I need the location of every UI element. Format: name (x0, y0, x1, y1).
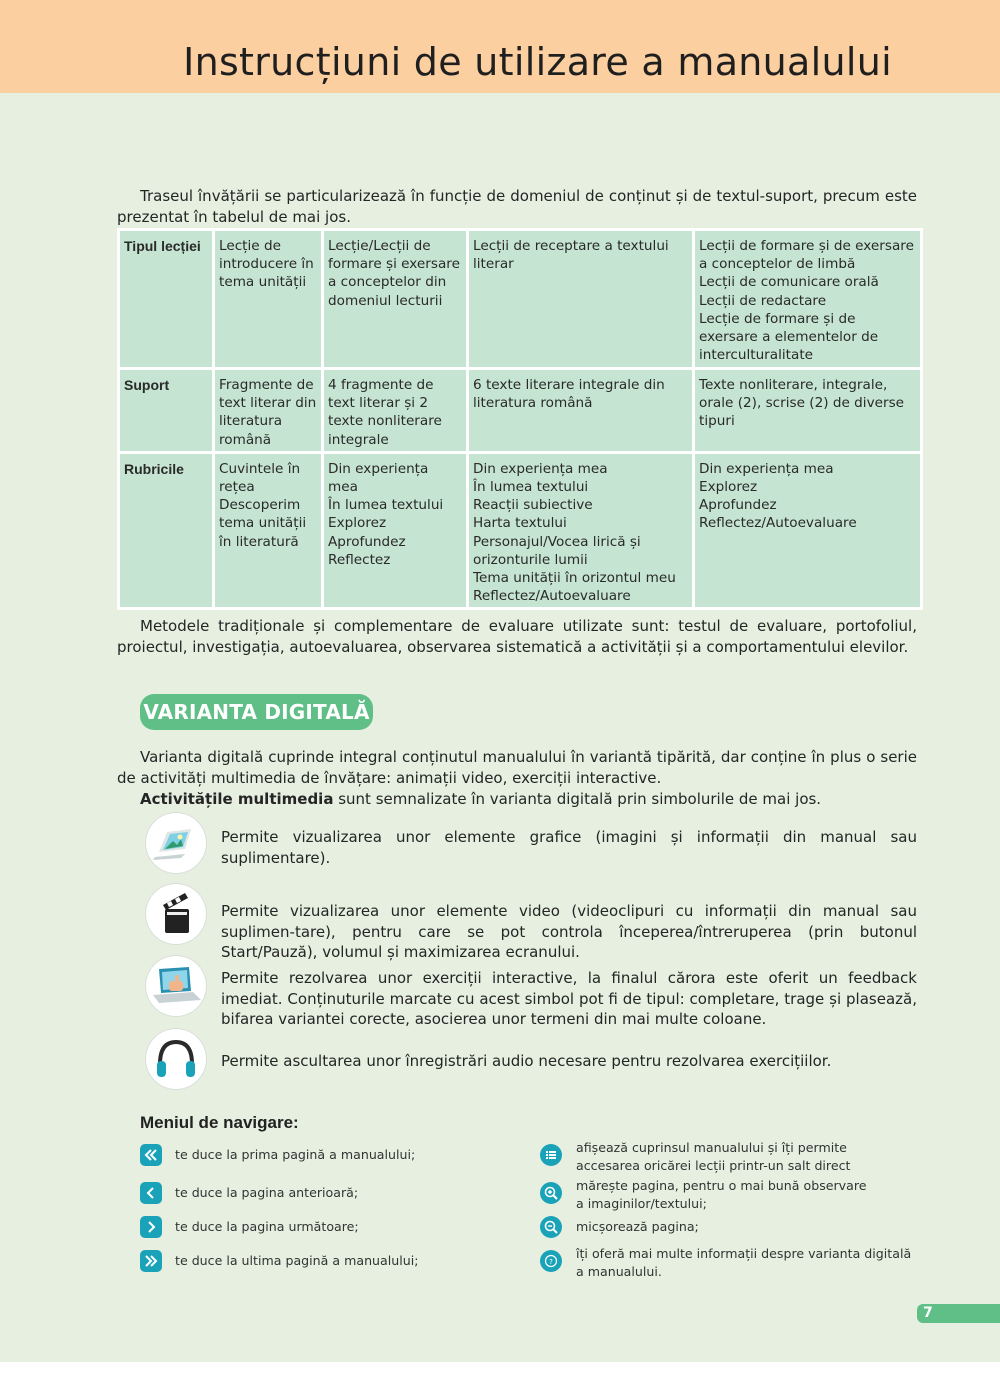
nav-label: te duce la ultima pagină a manualului; (175, 1253, 419, 1268)
table-row (120, 370, 920, 451)
row-header: Suport (120, 370, 212, 451)
digital-paragraph: Varianta digitală cuprinde integral conținutul manualului în variantă tipărită, dar conține în plus o serie de activități multimedia de învățare: animații video, exerciții interactive. (117, 748, 917, 787)
nav-label: îți oferă mai multe informații despre varianta digitală a manualului. (576, 1246, 912, 1279)
table-cell: Cuvintele în rețea Descoperim tema unității în literatură (215, 454, 321, 608)
nav-label: micșorează pagina; (576, 1219, 699, 1234)
info-icon[interactable] (540, 1250, 562, 1272)
navigation-title: Meniul de navigare: (140, 1113, 299, 1132)
table-cell: Texte nonliterare, integrale, orale (2), scrise (2) de diverse tipuri (695, 370, 920, 451)
interactive-laptop-icon[interactable] (145, 955, 207, 1017)
last-page-icon[interactable] (140, 1250, 162, 1272)
methods-paragraph (117, 616, 917, 657)
table-row (120, 454, 920, 608)
multimedia-text: Permite vizualizarea unor elemente video (videoclipuri cu informații din manual sau suplimen-tare), pentru care se pot controla începerea/întreruperea (prin butonul Start/Pauză), volumul și maximizarea ecranului. (221, 902, 917, 961)
multimedia-text: Permite ascultarea unor înregistrări audio necesare pentru rezolvarea exercițiilor. (221, 1052, 832, 1070)
nav-label: te duce la prima pagină a manualului; (175, 1147, 416, 1162)
table-cell: Lecții de formare și de exersare a conceptelor de limbă Lecții de comunicare orală Lecții de redactare Lecție de formare și de exersare a elementelor de interculturalitate (695, 231, 920, 367)
multimedia-paragraph: Activitățile multimedia sunt semnalizate în varianta digitală prin simbolurile de mai jos. (140, 790, 822, 808)
intro-text: Traseul învățării se particularizează în funcție de domeniul de conținut și de textul-suport, precum este prezentat în tabelul de mai jos. (117, 187, 917, 226)
table-cell: Din experiența mea În lumea textului Reacții subiective Harta textului Personajul/Vocea lirică și orizonturile lumii Tema unității în orizontul meu Reflectez/Autoevaluare (469, 454, 692, 608)
page-number: 7 (923, 1305, 933, 1321)
first-page-icon[interactable] (140, 1144, 162, 1166)
page-header (0, 0, 1000, 93)
previous-page-icon[interactable] (140, 1182, 162, 1204)
table-cell: Lecție de introducere în tema unității (215, 231, 321, 367)
intro-paragraph (117, 186, 917, 227)
multimedia-bold: Activitățile multimedia (140, 790, 334, 808)
table-cell: Din experiența mea Explorez Aprofundez Reflectez/Autoevaluare (695, 454, 920, 608)
svg-text:?: ? (549, 1258, 553, 1266)
video-clapperboard-icon[interactable] (145, 883, 207, 945)
table-cell: Lecții de receptare a textului literar (469, 231, 692, 367)
headphones-icon[interactable] (145, 1028, 207, 1090)
multimedia-text: Permite rezolvarea unor exerciții interactive, la finalul cărora este oferit un feedback imediat. Conținuturile marcate cu acest simbol pot fi de tipul: completare, trage și plasează, bifarea variantei corecte, asocierea unor termeni din mai multe coloane. (221, 969, 917, 1028)
page-title: Instrucțiuni de utilizare a manualului (183, 40, 892, 84)
nav-label: mărește pagina, pentru o mai bună observare a imaginilor/textului; (576, 1178, 867, 1211)
nav-label: te duce la pagina următoare; (175, 1219, 359, 1234)
zoom-in-icon[interactable] (540, 1182, 562, 1204)
nav-label: te duce la pagina anterioară; (175, 1185, 359, 1200)
image-gallery-icon[interactable] (145, 812, 207, 874)
page-number-tab (917, 1304, 1000, 1323)
next-page-icon[interactable] (140, 1216, 162, 1238)
row-header: Rubricile (120, 454, 212, 608)
table-cell: Din experiența mea În lumea textului Explorez Aprofundez Reflectez (324, 454, 466, 608)
table-cell: Lecție/Lecții de formare și exersare a conceptelor din domeniul lecturii (324, 231, 466, 367)
table-cell: 6 texte literare integrale din literatura română (469, 370, 692, 451)
digital-heading: VARIANTA DIGITALĂ (140, 694, 373, 730)
table-cell: Fragmente de text literar din literatura română (215, 370, 321, 451)
row-header: Tipul lecției (120, 231, 212, 367)
lesson-table (117, 228, 923, 610)
table-row (120, 231, 920, 367)
nav-label: afișează cuprinsul manualului și îți permite accesarea oricărei lecții printr-un salt direct (576, 1140, 851, 1173)
table-cell: 4 fragmente de text literar și 2 texte nonliterare integrale (324, 370, 466, 451)
table-of-contents-icon[interactable] (540, 1144, 562, 1166)
multimedia-text: Permite vizualizarea unor elemente grafice (imagini și informații din manual sau suplimentare). (221, 828, 917, 867)
zoom-out-icon[interactable] (540, 1216, 562, 1238)
methods-text: Metodele tradiționale și complementare de evaluare utilizate sunt: testul de evaluare, portofoliul, proiectul, investigația, autoevaluarea, observarea sistematică a activității și a comportamentului elevilor. (117, 617, 917, 656)
bottom-strip (0, 1362, 1000, 1373)
